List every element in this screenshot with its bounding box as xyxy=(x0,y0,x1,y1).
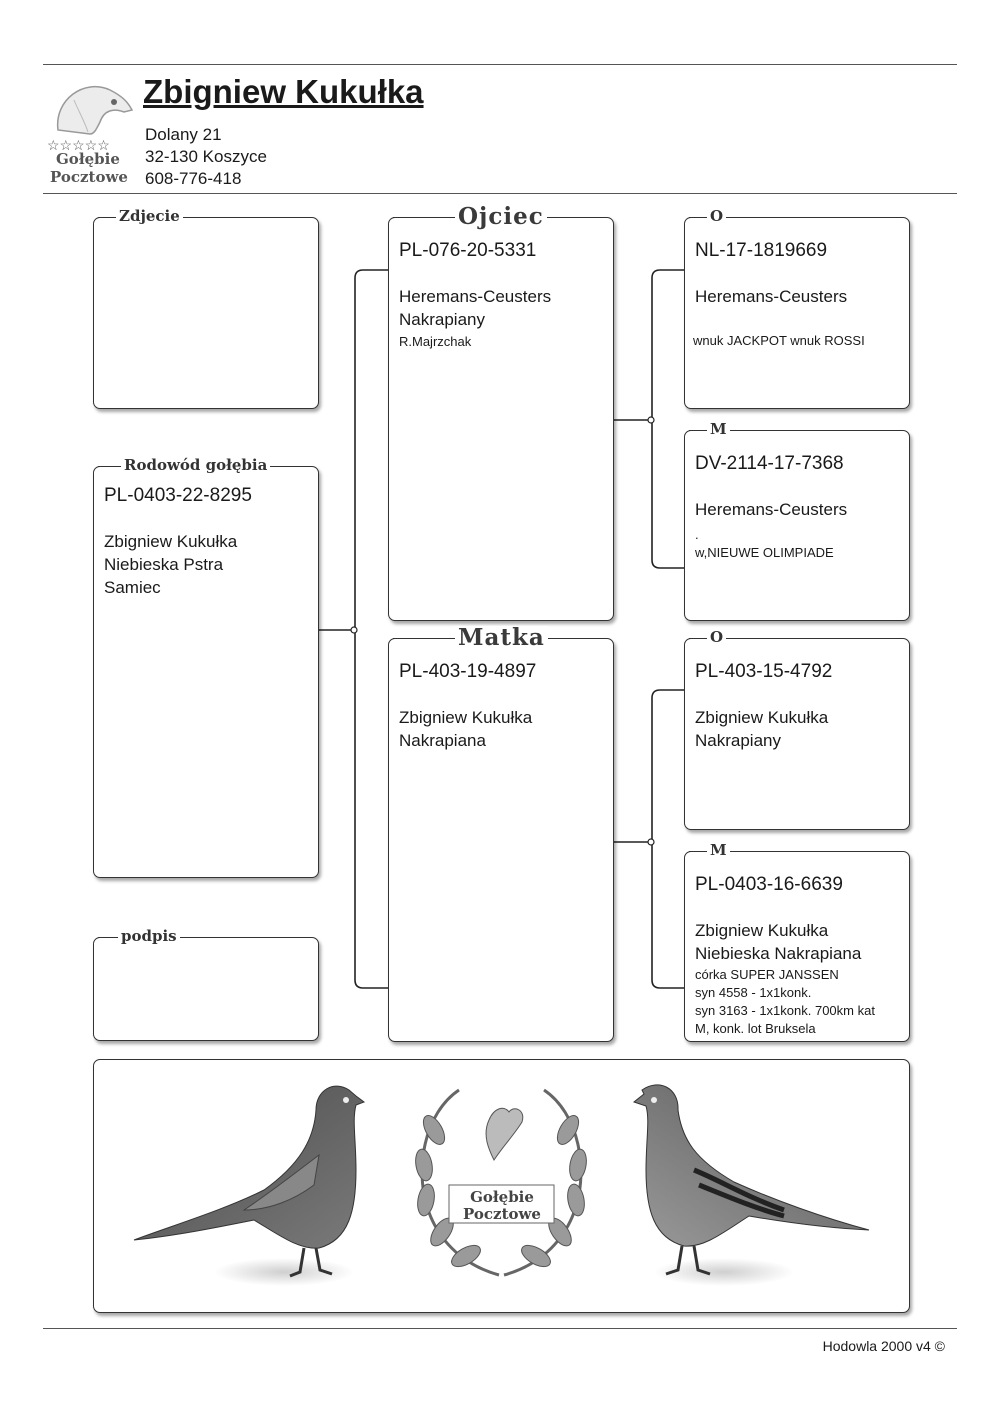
pigeon-ring-number: PL-0403-22-8295 xyxy=(104,485,252,506)
header-logo-text-1: Gołębie xyxy=(56,150,120,168)
grandmother-maternal-label: M xyxy=(707,843,730,858)
mother-ring-number: PL-403-19-4897 xyxy=(399,661,537,682)
photo-box xyxy=(93,207,319,409)
signature-label: podpis xyxy=(118,929,180,944)
grandfather-maternal-label: O xyxy=(707,630,726,645)
svg-text:☆☆☆☆☆: ☆☆☆☆☆ xyxy=(47,138,110,154)
pigeon-left-icon xyxy=(134,1086,364,1286)
grandmother-maternal-note-2: syn 4558 - 1x1konk. xyxy=(695,985,812,1000)
grandmother-maternal-ring: PL-0403-16-6639 xyxy=(695,874,843,895)
phone-number: 608-776-418 xyxy=(145,169,242,188)
address-line-1: Dolany 21 xyxy=(145,125,222,144)
grandmother-paternal-box xyxy=(684,420,910,621)
header-logo-text-2: Pocztowe xyxy=(50,168,128,186)
owner-name: Zbigniew Kukułka xyxy=(143,73,424,110)
footer-text: Hodowla 2000 v4 © xyxy=(822,1338,945,1354)
grandfather-maternal-breeder: Zbigniew Kukułka xyxy=(695,708,829,727)
footer-rule xyxy=(43,1328,957,1329)
pigeon-sex: Samiec xyxy=(104,578,161,597)
grandmother-paternal-color: . xyxy=(695,527,699,542)
grandfather-maternal-box xyxy=(684,628,910,830)
father-ring-number: PL-076-20-5331 xyxy=(399,240,537,261)
mother-box xyxy=(388,624,614,1042)
photo-label: Zdjecie xyxy=(116,209,183,224)
mother-label: Matka xyxy=(455,626,548,649)
grandfather-paternal-note: wnuk JACKPOT wnuk ROSSI xyxy=(693,333,865,348)
laurel-wreath-icon xyxy=(413,1090,588,1275)
father-note: R.Majrzchak xyxy=(399,334,472,349)
father-box xyxy=(388,203,614,621)
grandfather-maternal-color: Nakrapiany xyxy=(695,731,781,750)
mother-color: Nakrapiana xyxy=(399,731,486,750)
banner-illustration xyxy=(94,1060,909,1312)
grandmother-maternal-note-1: córka SUPER JANSSEN xyxy=(695,967,839,982)
grandmother-maternal-box xyxy=(684,841,910,1042)
grandfather-paternal-breeder: Heremans-Ceusters xyxy=(695,287,848,306)
grandmother-paternal-note: w,NIEUWE OLIMPIADE xyxy=(695,545,834,560)
banner-logo-text-2: Pocztowe xyxy=(463,1205,541,1223)
mother-breeder: Zbigniew Kukułka xyxy=(399,708,533,727)
banner-box xyxy=(93,1059,910,1313)
grandfather-maternal-ring: PL-403-15-4792 xyxy=(695,661,833,682)
pigeon-right-icon xyxy=(634,1085,869,1286)
grandfather-paternal-ring: NL-17-1819669 xyxy=(695,240,828,261)
pigeon-breeder: Zbigniew Kukułka xyxy=(104,532,238,551)
grandmother-paternal-ring: DV-2114-17-7368 xyxy=(695,453,844,474)
grandmother-maternal-note-3: syn 3163 - 1x1konk. 700km kat xyxy=(695,1003,875,1018)
signature-box xyxy=(93,927,319,1041)
father-label: Ojciec xyxy=(455,205,547,228)
pigeon-color: Niebieska Pstra xyxy=(104,555,224,574)
grandmother-maternal-breeder: Zbigniew Kukułka xyxy=(695,921,829,940)
grandmother-maternal-color: Niebieska Nakrapiana xyxy=(695,944,862,963)
pigeon-box-label: Rodowód gołębia xyxy=(121,458,270,473)
grandfather-paternal-box xyxy=(684,207,910,409)
banner-logo-text-1: Gołębie xyxy=(470,1188,534,1206)
father-breeder: Heremans-Ceusters xyxy=(399,287,552,306)
address-line-2: 32-130 Koszyce xyxy=(145,147,267,166)
grandfather-paternal-label: O xyxy=(707,209,726,224)
grandmother-maternal-note-4: M, konk. lot Bruksela xyxy=(695,1021,816,1036)
grandmother-paternal-label: M xyxy=(707,422,730,437)
grandmother-paternal-breeder: Heremans-Ceusters xyxy=(695,500,848,519)
father-color: Nakrapiany xyxy=(399,310,485,329)
pigeon-box xyxy=(93,456,319,878)
